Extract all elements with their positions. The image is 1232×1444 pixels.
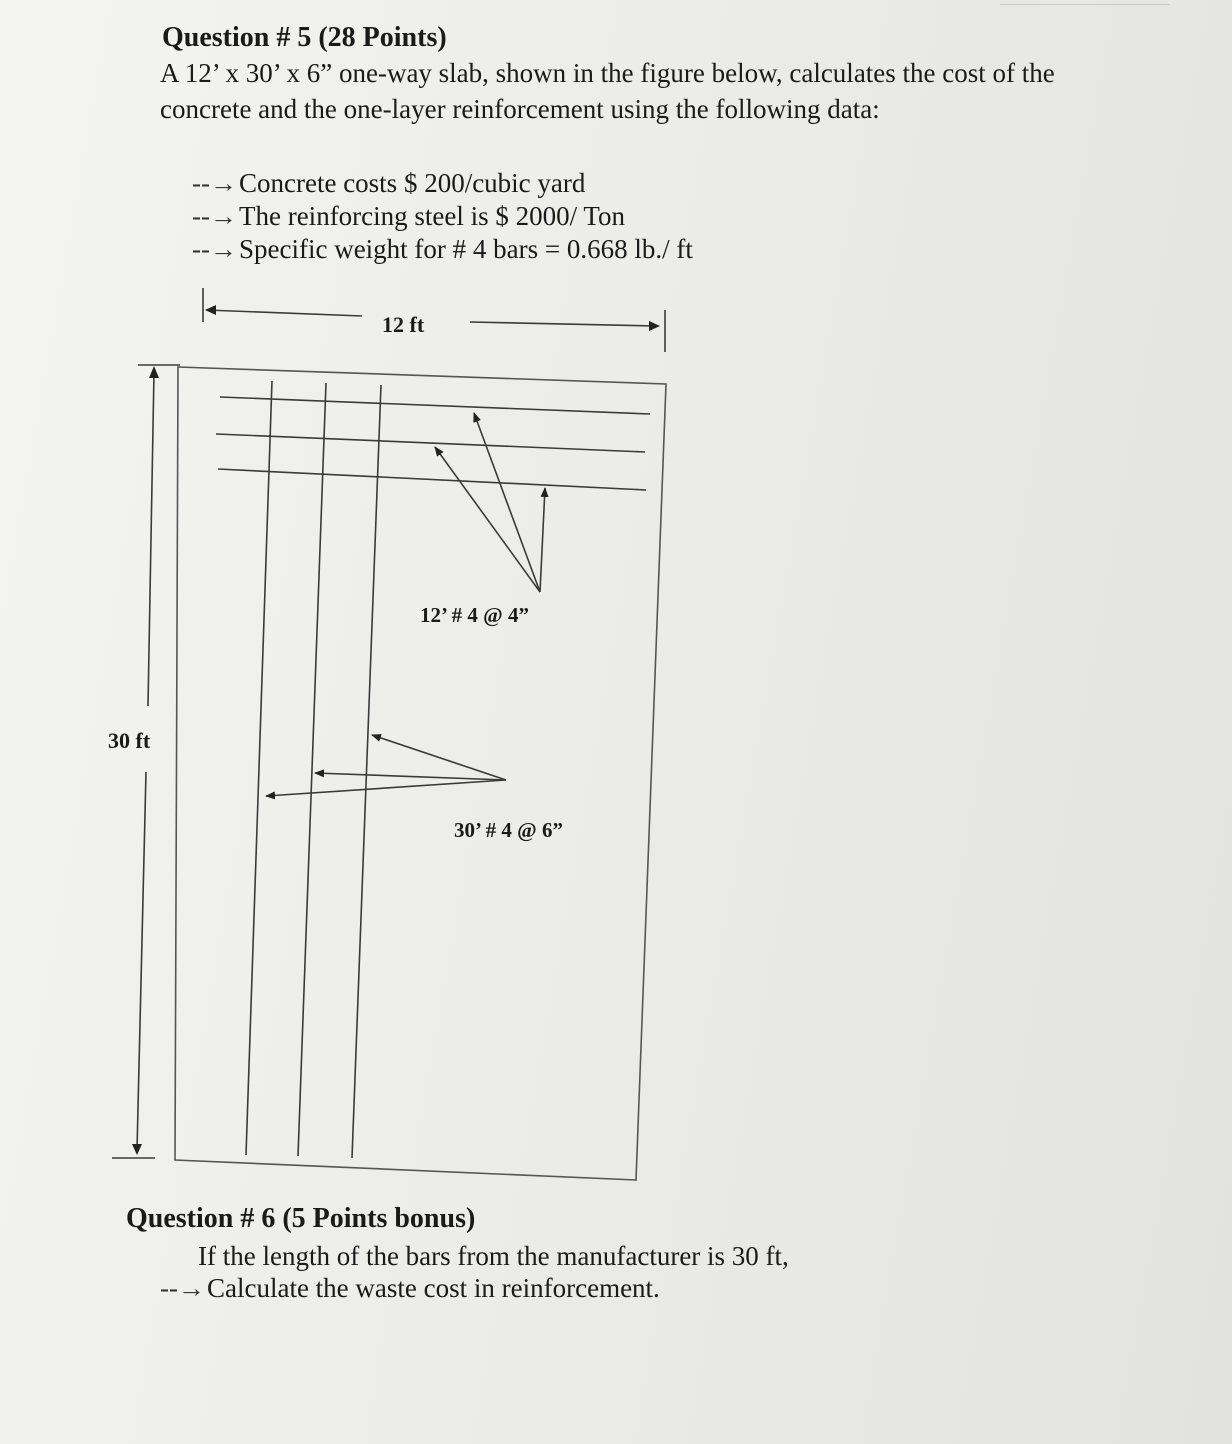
question-6-line-2: Calculate the waste cost in reinforcement. <box>206 1273 660 1303</box>
callout-leader-long-1 <box>372 735 506 780</box>
width-dim-line-left <box>206 310 362 316</box>
question-6-heading: Question # 6 (5 Points bonus) <box>126 1203 476 1234</box>
callout-long-bars: 30’ # 4 @ 6” <box>454 818 563 842</box>
height-dimension-label: 30 ft <box>108 728 151 753</box>
long-bar-3 <box>352 385 381 1158</box>
height-dim-bottom-arrowhead <box>132 1144 142 1155</box>
callout-leader-short-3 <box>540 488 545 592</box>
arrow-icon: --→ <box>192 234 237 264</box>
question-6-task <box>160 1273 660 1304</box>
height-dim-top-arrowhead <box>149 366 159 378</box>
long-bar-1 <box>246 381 272 1155</box>
data-item-weight-text: Specific weight for # 4 bars = 0.668 lb./ ft <box>238 234 693 264</box>
width-dim-left-arrowhead <box>205 305 216 315</box>
callout-leader-short-1 <box>435 447 540 592</box>
callout-short-bars: 12’ # 4 @ 4” <box>420 603 529 627</box>
short-bar-3 <box>218 469 646 490</box>
arrow-icon: --→ <box>192 168 237 198</box>
height-dim-line-top <box>148 372 154 706</box>
width-dimension-label: 12 ft <box>382 312 425 337</box>
callout-leader-long-3 <box>266 780 506 796</box>
callout-leader-long-2 <box>315 773 506 780</box>
data-item-steel-text: The reinforcing steel is $ 2000/ Ton <box>238 201 626 231</box>
short-bar-2 <box>216 434 645 452</box>
width-dim-line-right <box>470 322 655 326</box>
question-6-line-1: If the length of the bars from the manufacturer is 30 ft, <box>198 1241 789 1271</box>
data-item-concrete-text: Concrete costs $ 200/cubic yard <box>238 168 586 198</box>
question-5-heading: Question # 5 (28 Points) <box>162 22 447 53</box>
question-5-line-1: A 12’ x 30’ x 6” one-way slab, shown in the figure below, calculates the cost of the <box>160 58 1055 88</box>
long-bar-2 <box>298 383 326 1156</box>
width-dim-right-arrowhead <box>649 321 660 331</box>
question-5-line-2: concrete and the one-layer reinforcement using the following data: <box>160 94 880 124</box>
callout-leader-short-2 <box>474 413 540 592</box>
height-dim-line-bottom <box>137 772 146 1150</box>
arrow-icon: --→ <box>160 1273 205 1303</box>
short-bar-1 <box>220 397 650 414</box>
arrow-icon: --→ <box>192 201 237 231</box>
